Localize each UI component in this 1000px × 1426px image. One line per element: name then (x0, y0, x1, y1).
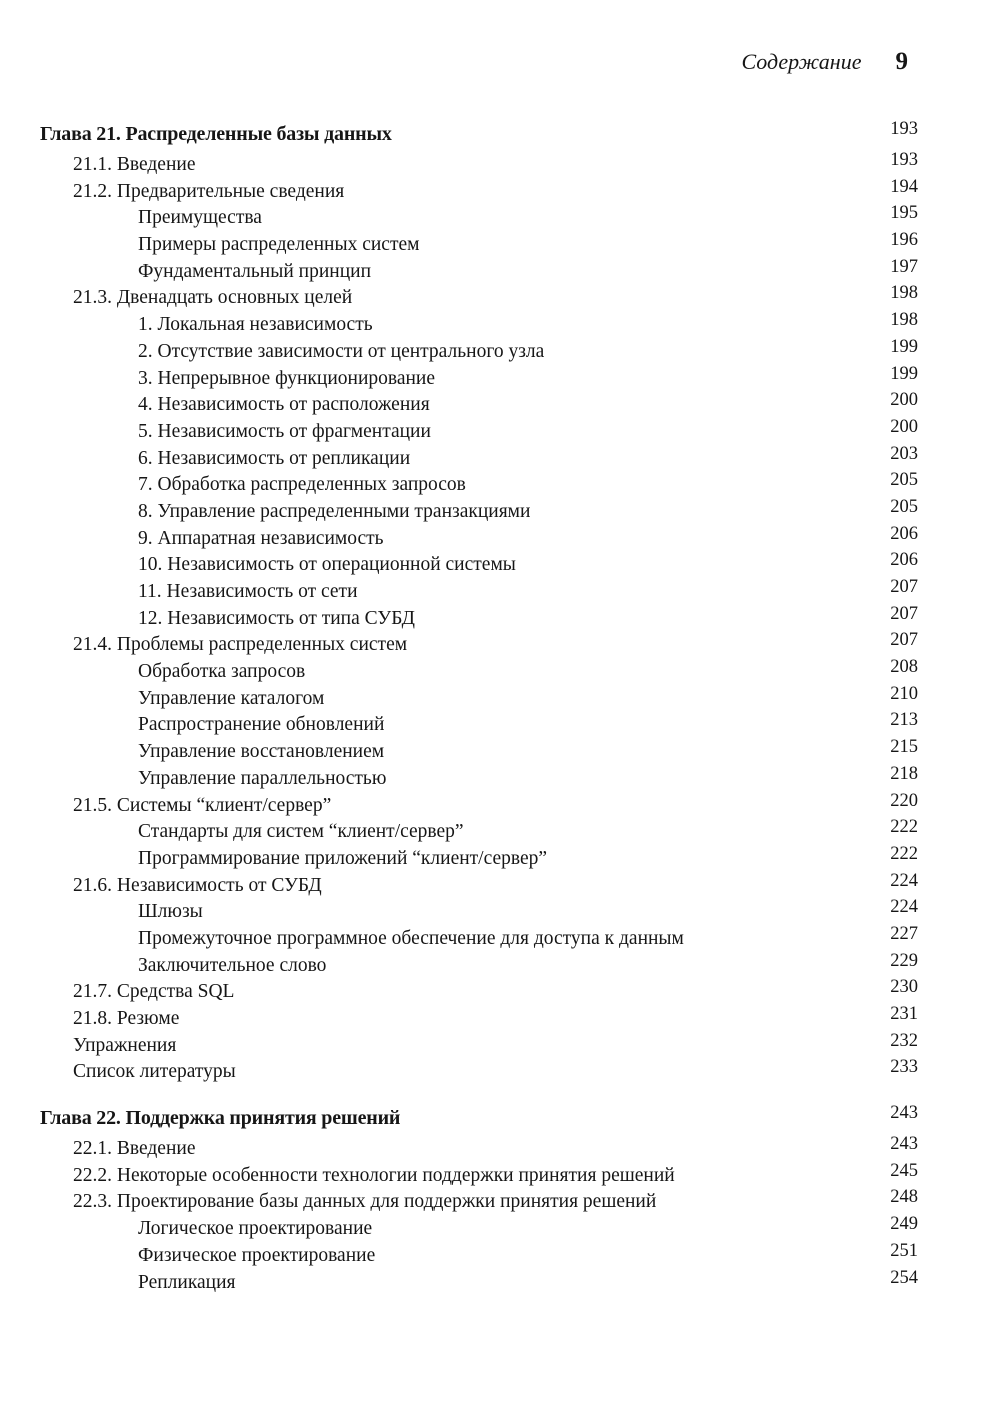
toc-entry-label: 21.1. Введение (73, 154, 196, 175)
toc-page-number: 245 (890, 1160, 918, 1181)
toc-entry-label: 7. Обработка распределенных запросов (138, 474, 466, 496)
toc-page-number: 243 (890, 1134, 918, 1155)
toc-entry (40, 1267, 918, 1297)
toc-entry-label: 2. Отсутствие зависимости от центрального узла (138, 340, 545, 362)
toc-page-number: 198 (890, 283, 918, 304)
toc-entry (40, 712, 918, 739)
toc-entry (40, 496, 918, 526)
toc-entry (40, 1059, 918, 1086)
toc-entry (40, 1160, 918, 1190)
toc-entry (40, 923, 918, 953)
toc-page-number: 197 (890, 256, 918, 277)
toc-entry (40, 790, 918, 820)
toc-entry (40, 1216, 918, 1243)
toc-entry-label: Упражнения (73, 1034, 177, 1056)
toc-entry (40, 232, 918, 259)
toc-entry-label: Промежуточное программное обеспечение для доступа к данным (138, 927, 684, 949)
toc-entry-label: Физическое проектирование (138, 1244, 376, 1266)
toc-entry-label: 21.5. Системы “клиент/сервер” (73, 794, 332, 816)
toc-page-number: 251 (890, 1240, 918, 1261)
toc-page-number: 254 (890, 1267, 918, 1288)
toc-page-number: 227 (890, 923, 918, 944)
toc-entry (40, 950, 918, 980)
toc-page-number: 232 (890, 1030, 918, 1051)
toc-page-number: 231 (890, 1004, 918, 1024)
toc-entry (40, 579, 918, 606)
toc-page-number: 222 (890, 843, 918, 864)
toc-entry-label: 21.3. Двенадцать основных целей (73, 287, 353, 309)
toc-entry (40, 363, 918, 393)
toc-page-number: 206 (890, 550, 918, 571)
toc-page-number: 207 (890, 630, 918, 651)
toc-entry (40, 285, 918, 312)
toc-entry (40, 152, 918, 179)
toc-page-number: 229 (890, 950, 918, 971)
toc-entry (40, 632, 918, 659)
toc-entry-label: Преимущества (138, 207, 262, 229)
toc-page-number: 199 (890, 363, 918, 384)
toc-entry-label: 10. Независимость от операционной системы (138, 554, 516, 576)
toc-entry (40, 1006, 918, 1033)
toc-page-number: 206 (890, 523, 918, 544)
toc-entry-label: Обработка запросов (138, 661, 306, 683)
toc-entry-label: 22.2. Некоторые особенности технологии поддержки принятия решений (73, 1164, 675, 1186)
toc-entry-label: Логическое проектирование (138, 1218, 373, 1240)
toc-entry (40, 659, 918, 686)
running-title: Содержание (741, 49, 862, 74)
toc-entry-label: Стандарты для систем “клиент/сервер” (138, 821, 464, 843)
toc-entry-label: 11. Независимость от сети (138, 581, 358, 602)
toc-chapter (40, 1100, 918, 1296)
toc-entry (40, 256, 918, 286)
toc-entry (40, 603, 918, 633)
page-number: 9 (895, 48, 908, 75)
toc-entry-label: Управление параллельностью (138, 767, 387, 789)
toc-page-number: 198 (890, 310, 918, 331)
toc-entry (40, 870, 918, 900)
toc-entry (40, 336, 918, 366)
toc-page-number: 224 (890, 870, 918, 891)
toc-entry-label: Примеры распределенных систем (138, 234, 420, 256)
toc-entry-label: 12. Независимость от типа СУБД (138, 607, 415, 629)
toc-page-number: 224 (890, 897, 918, 918)
toc-page-number: 203 (890, 443, 918, 464)
toc-entry-label: 3. Непрерывное функционирование (138, 367, 436, 389)
toc-entry-label: 4. Независимость от расположения (138, 394, 430, 416)
toc-page-number: 249 (890, 1214, 918, 1235)
toc-entry-label: 21.2. Предварительные сведения (73, 180, 345, 202)
toc-entry-label: 22.3. Проектирование базы данных для поддержки принятия решений (73, 1191, 657, 1213)
toc-entry-label: 5. Независимость от фрагментации (138, 420, 431, 442)
toc-entry (40, 683, 918, 713)
toc-chapter-title: Глава 21. Распределенные базы данных (40, 123, 392, 145)
toc-entry-label: 21.8. Резюме (73, 1008, 180, 1029)
toc-entry-label: 21.7. Средства SQL (73, 981, 235, 1003)
toc-entry (40, 979, 918, 1006)
toc-page-number: 220 (890, 790, 918, 811)
toc-entry-label: 1. Локальная независимость (138, 314, 373, 336)
toc-page-number: 194 (890, 176, 918, 197)
toc-page-number: 215 (890, 737, 918, 758)
toc-entry (40, 1136, 918, 1163)
toc-entry (40, 392, 918, 419)
toc-entry (40, 1240, 918, 1270)
toc-entry (40, 843, 918, 873)
toc-entry (40, 763, 918, 793)
toc-entry-label: Распространение обновлений (138, 714, 385, 736)
toc-page-number: 200 (890, 416, 918, 437)
toc-entry-label: 9. Аппаратная независимость (138, 527, 384, 549)
toc-entry (40, 739, 918, 766)
toc-page-number: 218 (890, 763, 918, 784)
toc-page-number: 210 (890, 683, 918, 704)
toc-page-number: 243 (890, 1103, 918, 1124)
toc-entry (40, 523, 918, 553)
toc-entry-label: Фундаментальный принцип (138, 260, 372, 282)
toc-page-number: 208 (890, 657, 918, 678)
toc-chapter-title-row (40, 1100, 918, 1136)
toc-entry (40, 176, 918, 206)
toc-entry (40, 899, 918, 926)
toc-entry-label: 8. Управление распределенными транзакциями (138, 500, 531, 522)
toc-entry-label: 22.1. Введение (73, 1138, 196, 1160)
toc-entry-label: 21.6. Независимость от СУБД (73, 874, 322, 896)
toc-entry-label: Управление восстановлением (138, 741, 385, 763)
toc-entry-label: Репликация (138, 1271, 236, 1293)
table-of-contents (40, 116, 918, 1296)
toc-entry (40, 443, 918, 473)
toc-chapter-title: Глава 22. Поддержка принятия решений (40, 1107, 401, 1130)
toc-page-number: 207 (890, 577, 918, 597)
toc-chapter-title-row (40, 116, 918, 152)
toc-page-number: 199 (890, 336, 918, 357)
toc-entry (40, 472, 918, 499)
toc-entry (40, 1030, 918, 1060)
toc-page-number: 207 (890, 603, 918, 624)
toc-page-number: 222 (890, 817, 918, 838)
toc-entry-label: Управление каталогом (138, 687, 325, 709)
toc-page-number: 200 (890, 390, 918, 411)
toc-entry (40, 552, 918, 579)
toc-entry (40, 205, 918, 232)
toc-entry (40, 819, 918, 846)
toc-entry-label: Список литературы (73, 1061, 236, 1083)
toc-page-number: 248 (890, 1187, 918, 1208)
toc-entry-label: 21.4. Проблемы распределенных систем (73, 634, 408, 656)
toc-entry (40, 416, 918, 446)
toc-entry (40, 1189, 918, 1216)
toc-entry-label: Заключительное слово (138, 954, 327, 976)
toc-page-number: 230 (890, 977, 918, 998)
toc-page-number: 195 (890, 203, 918, 224)
toc-page-number: 213 (890, 710, 918, 731)
toc-entry-label: 6. Независимость от репликации (138, 447, 411, 469)
toc-page-number: 193 (890, 119, 918, 139)
toc-page-number: 205 (890, 496, 918, 517)
toc-entry (40, 312, 918, 339)
toc-entry-label: Шлюзы (138, 901, 203, 923)
toc-chapter (40, 116, 918, 1086)
toc-entry-label: Программирование приложений “клиент/сервер” (138, 847, 548, 869)
toc-page-number: 205 (890, 470, 918, 491)
toc-page-number: 193 (890, 150, 918, 170)
toc-page-number: 196 (890, 230, 918, 251)
running-head (741, 48, 908, 76)
toc-page-number: 233 (890, 1057, 918, 1078)
